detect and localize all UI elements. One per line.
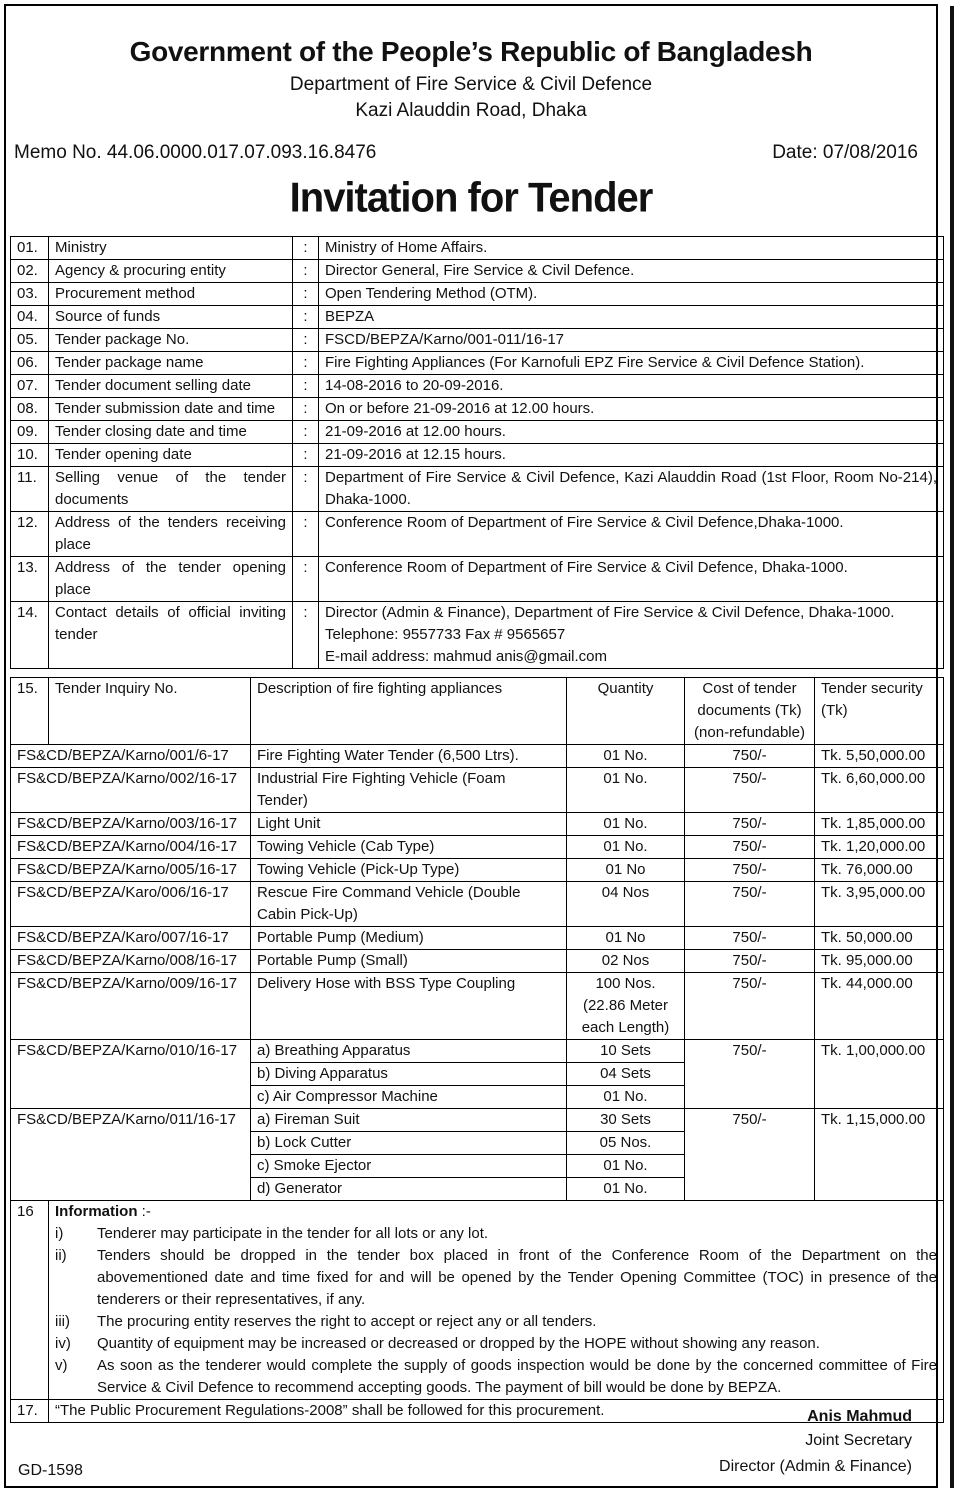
field-label: Procurement method xyxy=(49,283,293,306)
appliance-description: Portable Pump (Small) xyxy=(251,950,567,973)
row-number: 07. xyxy=(11,375,49,398)
information-item-text: Tenderer may participate in the tender for all lots or any lot. xyxy=(97,1225,489,1242)
field-value: Director (Admin & Finance), Department of Fire Service & Civil Defence, Dhaka-1000. Telephone: 9557733 Fax # 9565657 E-mail address: mahmud anis@gmail.com xyxy=(319,602,944,669)
information-item-number: iv) xyxy=(55,1335,71,1352)
field-value: 14-08-2016 to 20-09-2016. xyxy=(319,375,944,398)
appliance-description: Portable Pump (Medium) xyxy=(251,927,567,950)
row-number: 08. xyxy=(11,398,49,421)
tender-inquiry-no: FS&CD/BEPZA/Karno/002/16-17 xyxy=(11,768,251,813)
field-value: Fire Fighting Appliances (For Karnofuli EPZ Fire Service & Civil Defence Station). xyxy=(319,352,944,375)
row-number: 05. xyxy=(11,329,49,352)
colon-separator: : xyxy=(293,512,319,557)
document-cost: 750/- xyxy=(685,973,815,1040)
information-item-text: As soon as the tenderer would complete the supply of goods inspection would be done by the concerned committee of Fire Service & Civil Defence to recommend accepting goods. The payment of bill would be done by BEPZA. xyxy=(97,1357,937,1396)
colon-separator: : xyxy=(293,557,319,602)
field-value: BEPZA xyxy=(319,306,944,329)
lot-row xyxy=(11,745,944,768)
header-cost: Cost of tender documents (Tk) (non-refundable) xyxy=(685,678,815,745)
tender-inquiry-no: FS&CD/BEPZA/Karno/008/16-17 xyxy=(11,950,251,973)
tender-security: Tk. 1,85,000.00 xyxy=(815,813,944,836)
document-cost: 750/- xyxy=(685,1040,815,1109)
appliance-quantity: 01 No. xyxy=(567,1086,685,1109)
tender-security: Tk. 5,50,000.00 xyxy=(815,745,944,768)
information-item-number: i) xyxy=(55,1225,64,1242)
appliance-quantity: 01 No. xyxy=(567,745,685,768)
row-number: 01. xyxy=(11,237,49,260)
row-number: 12. xyxy=(11,512,49,557)
detail-row xyxy=(11,512,944,557)
document-cost: 750/- xyxy=(685,927,815,950)
appliance-description: Industrial Fire Fighting Vehicle (Foam Tender) xyxy=(251,768,567,813)
lots-header-row xyxy=(11,678,944,745)
row-number: 11. xyxy=(11,467,49,512)
tender-security: Tk. 1,00,000.00 xyxy=(815,1040,944,1109)
appliance-quantity: 01 No. xyxy=(567,1178,685,1201)
colon-separator: : xyxy=(293,467,319,512)
colon-separator: : xyxy=(293,283,319,306)
appliance-quantity: 02 Nos xyxy=(567,950,685,973)
detail-row xyxy=(11,557,944,602)
page-edge-bar xyxy=(950,6,954,1488)
row-number: 09. xyxy=(11,421,49,444)
appliance-description: c) Smoke Ejector xyxy=(251,1155,567,1178)
tender-security: Tk. 1,20,000.00 xyxy=(815,836,944,859)
appliance-description: c) Air Compressor Machine xyxy=(251,1086,567,1109)
appliance-description: Towing Vehicle (Cab Type) xyxy=(251,836,567,859)
information-item xyxy=(49,1223,943,1245)
row-number: 04. xyxy=(11,306,49,329)
header-inquiry: Tender Inquiry No. xyxy=(49,678,251,745)
row-number: 14. xyxy=(11,602,49,669)
detail-row xyxy=(11,444,944,467)
information-item-text: Quantity of equipment may be increased or decreased or dropped by the HOPE without showing any reason. xyxy=(97,1335,820,1352)
tender-security: Tk. 44,000.00 xyxy=(815,973,944,1040)
lot-row xyxy=(11,927,944,950)
document-cost: 750/- xyxy=(685,745,815,768)
field-value: Conference Room of Department of Fire Service & Civil Defence, Dhaka-1000. xyxy=(319,557,944,602)
lot-row xyxy=(11,836,944,859)
row-number: 10. xyxy=(11,444,49,467)
information-title: Information xyxy=(55,1203,138,1220)
field-value: 21-09-2016 at 12.15 hours. xyxy=(319,444,944,467)
lot-row xyxy=(11,768,944,813)
government-heading: Government of the People’s Republic of Bangladesh xyxy=(129,36,813,67)
appliance-description: Fire Fighting Water Tender (6,500 Ltrs). xyxy=(251,745,567,768)
tender-inquiry-no: FS&CD/BEPZA/Karno/003/16-17 xyxy=(11,813,251,836)
appliance-description: d) Generator xyxy=(251,1178,567,1201)
notice-code: GD-1598 xyxy=(18,1462,83,1479)
field-label: Tender submission date and time xyxy=(49,398,293,421)
colon-separator: : xyxy=(293,602,319,669)
information-item-number: iii) xyxy=(55,1313,70,1330)
signatory-name: Anis Mahmud xyxy=(807,1408,912,1425)
colon-separator: : xyxy=(293,421,319,444)
tender-details-table xyxy=(10,236,944,669)
document-cost: 750/- xyxy=(685,882,815,927)
detail-row xyxy=(11,237,944,260)
detail-row xyxy=(11,329,944,352)
tender-inquiry-no: FS&CD/BEPZA/Karno/005/16-17 xyxy=(11,859,251,882)
field-label: Agency & procuring entity xyxy=(49,260,293,283)
appliance-description: Light Unit xyxy=(251,813,567,836)
field-value: 21-09-2016 at 12.00 hours. xyxy=(319,421,944,444)
tender-security: Tk. 50,000.00 xyxy=(815,927,944,950)
appliance-description: a) Fireman Suit xyxy=(251,1109,567,1132)
row-number: 02. xyxy=(11,260,49,283)
information-list xyxy=(49,1223,943,1399)
detail-row xyxy=(11,375,944,398)
appliance-description: a) Breathing Apparatus xyxy=(251,1040,567,1063)
lot-row xyxy=(11,973,944,1040)
colon-separator: : xyxy=(293,352,319,375)
field-label: Contact details of official inviting tender xyxy=(49,602,293,669)
appliance-quantity: 100 Nos. (22.86 Meter each Length) xyxy=(567,973,685,1040)
tender-inquiry-no: FS&CD/BEPZA/Karo/006/16-17 xyxy=(11,882,251,927)
tender-lots-table xyxy=(10,677,944,1201)
field-value: Open Tendering Method (OTM). xyxy=(319,283,944,306)
appliance-description: b) Lock Cutter xyxy=(251,1132,567,1155)
tender-security: Tk. 3,95,000.00 xyxy=(815,882,944,927)
field-value: Director General, Fire Service & Civil Defence. xyxy=(319,260,944,283)
information-item-number: v) xyxy=(55,1357,68,1374)
appliance-quantity: 05 Nos. xyxy=(567,1132,685,1155)
field-label: Selling venue of the tender documents xyxy=(49,467,293,512)
information-number: 16 xyxy=(11,1201,49,1400)
colon-separator: : xyxy=(293,237,319,260)
appliance-description: Delivery Hose with BSS Type Coupling xyxy=(251,973,567,1040)
information-title-suffix: :- xyxy=(137,1203,151,1220)
document-cost: 750/- xyxy=(685,813,815,836)
document-cost: 750/- xyxy=(685,836,815,859)
document-cost: 750/- xyxy=(685,859,815,882)
colon-separator: : xyxy=(293,444,319,467)
memo-number: Memo No. 44.06.0000.017.07.093.16.8476 xyxy=(14,142,377,163)
field-label: Ministry xyxy=(49,237,293,260)
colon-separator: : xyxy=(293,329,319,352)
tender-notice xyxy=(4,4,938,1488)
signatory-designation: Director (Admin & Finance) xyxy=(719,1458,912,1475)
rule-number: 17. xyxy=(11,1400,49,1423)
field-label: Tender opening date xyxy=(49,444,293,467)
appliance-quantity: 04 Sets xyxy=(567,1063,685,1086)
detail-row xyxy=(11,467,944,512)
appliance-quantity: 01 No xyxy=(567,927,685,950)
tender-inquiry-no: FS&CD/BEPZA/Karno/004/16-17 xyxy=(11,836,251,859)
tender-inquiry-no: FS&CD/BEPZA/Karno/009/16-17 xyxy=(11,973,251,1040)
tender-inquiry-no: FS&CD/BEPZA/Karno/010/16-17 xyxy=(11,1040,251,1109)
row-number: 06. xyxy=(11,352,49,375)
field-label: Address of the tender opening place xyxy=(49,557,293,602)
colon-separator: : xyxy=(293,306,319,329)
detail-row xyxy=(11,306,944,329)
row-number: 03. xyxy=(11,283,49,306)
department-name: Department of Fire Service & Civil Defence xyxy=(289,74,653,95)
appliance-quantity: 01 No xyxy=(567,859,685,882)
document-cost: 750/- xyxy=(685,950,815,973)
lot-row xyxy=(11,859,944,882)
field-value: Conference Room of Department of Fire Service & Civil Defence,Dhaka-1000. xyxy=(319,512,944,557)
tender-security: Tk. 6,60,000.00 xyxy=(815,768,944,813)
colon-separator: : xyxy=(293,375,319,398)
detail-row xyxy=(11,421,944,444)
information-item xyxy=(49,1311,943,1333)
detail-row xyxy=(11,602,944,669)
row-number: 13. xyxy=(11,557,49,602)
detail-row xyxy=(11,283,944,306)
tender-security: Tk. 1,15,000.00 xyxy=(815,1109,944,1201)
lot-row xyxy=(11,950,944,973)
department-address: Kazi Alauddin Road, Dhaka xyxy=(355,100,587,121)
information-item xyxy=(49,1333,943,1355)
field-label: Tender document selling date xyxy=(49,375,293,398)
notice-date: Date: 07/08/2016 xyxy=(772,142,918,163)
signatory-title: Joint Secretary xyxy=(805,1432,912,1449)
appliance-quantity: 30 Sets xyxy=(567,1109,685,1132)
information-item-text: The procuring entity reserves the right to accept or reject any or all tenders. xyxy=(97,1313,597,1330)
information-item-number: ii) xyxy=(55,1247,67,1264)
appliance-description: b) Diving Apparatus xyxy=(251,1063,567,1086)
tender-security: Tk. 95,000.00 xyxy=(815,950,944,973)
lot-row xyxy=(11,813,944,836)
field-label: Tender package No. xyxy=(49,329,293,352)
information-row xyxy=(11,1201,944,1400)
appliance-quantity: 01 No. xyxy=(567,1155,685,1178)
rule-row xyxy=(11,1400,944,1423)
appliance-quantity: 01 No. xyxy=(567,836,685,859)
header-description: Description of fire fighting appliances xyxy=(251,678,567,745)
lots-row-number: 15. xyxy=(11,678,49,745)
document-cost: 750/- xyxy=(685,768,815,813)
page-title: Invitation for Tender xyxy=(289,174,653,222)
tender-inquiry-no: FS&CD/BEPZA/Karo/007/16-17 xyxy=(11,927,251,950)
appliance-description: Towing Vehicle (Pick-Up Type) xyxy=(251,859,567,882)
field-value: On or before 21-09-2016 at 12.00 hours. xyxy=(319,398,944,421)
lot-row xyxy=(11,1040,944,1063)
rule-text: “The Public Procurement Regulations-2008” shall be followed for this procurement. xyxy=(49,1400,944,1423)
document-cost: 750/- xyxy=(685,1109,815,1201)
detail-row xyxy=(11,352,944,375)
information-item-text: Tenders should be dropped in the tender box placed in front of the Conference Room of the Department on the abovementioned date and time fixed for and will be opened by the Tender Opening Committee (TOC) in presence of the tenderers or their representatives, if any. xyxy=(97,1247,937,1308)
lot-row xyxy=(11,1109,944,1132)
appliance-quantity: 04 Nos xyxy=(567,882,685,927)
tender-inquiry-no: FS&CD/BEPZA/Karno/001/6-17 xyxy=(11,745,251,768)
appliance-description: Rescue Fire Command Vehicle (Double Cabin Pick-Up) xyxy=(251,882,567,927)
field-value: Department of Fire Service & Civil Defence, Kazi Alauddin Road (1st Floor, Room No-214), Dhaka-1000. xyxy=(319,467,944,512)
detail-row xyxy=(11,398,944,421)
field-label: Tender closing date and time xyxy=(49,421,293,444)
field-label: Source of funds xyxy=(49,306,293,329)
appliance-quantity: 01 No. xyxy=(567,768,685,813)
field-value: Ministry of Home Affairs. xyxy=(319,237,944,260)
colon-separator: : xyxy=(293,398,319,421)
field-label: Tender package name xyxy=(49,352,293,375)
field-label: Address of the tenders receiving place xyxy=(49,512,293,557)
information-item xyxy=(49,1355,943,1399)
appliance-quantity: 01 No. xyxy=(567,813,685,836)
header-security: Tender security (Tk) xyxy=(815,678,944,745)
lot-row xyxy=(11,882,944,927)
tender-inquiry-no: FS&CD/BEPZA/Karno/011/16-17 xyxy=(11,1109,251,1201)
colon-separator: : xyxy=(293,260,319,283)
tender-security: Tk. 76,000.00 xyxy=(815,859,944,882)
information-item xyxy=(49,1245,943,1311)
header-quantity: Quantity xyxy=(567,678,685,745)
appliance-quantity: 10 Sets xyxy=(567,1040,685,1063)
information-table xyxy=(10,1200,944,1423)
detail-row xyxy=(11,260,944,283)
field-value: FSCD/BEPZA/Karno/001-011/16-17 xyxy=(319,329,944,352)
